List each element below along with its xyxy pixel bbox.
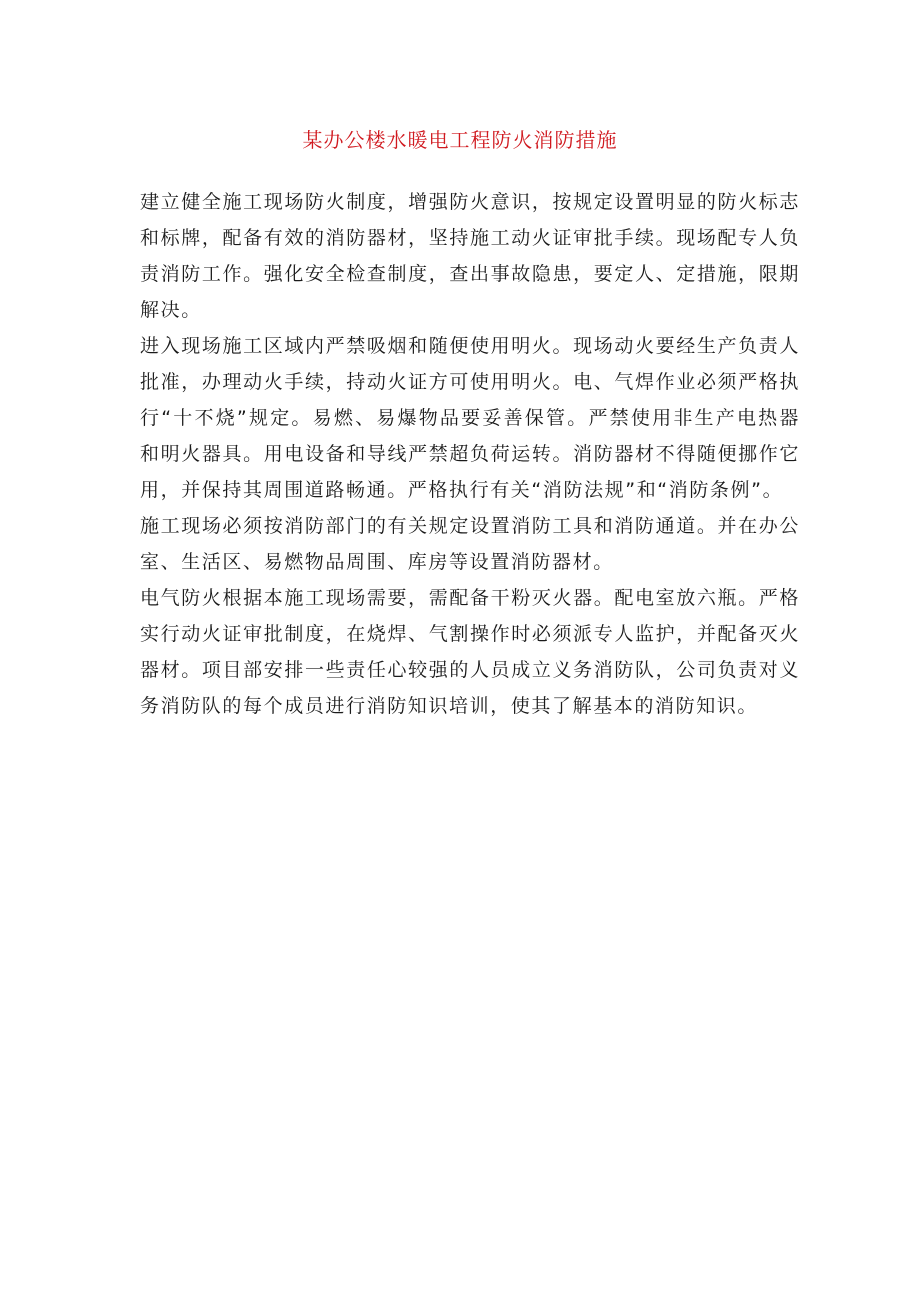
paragraph-fire-system: 建立健全施工现场防火制度，增强防火意识，按规定设置明显的防火标志和标牌，配备有效的消防器材，坚持施工动火证审批手续。现场配专人负责消防工作。强化安全检查制度，查出事故隐患，要定人、定措施，限期解决。 <box>140 191 800 321</box>
document-title: 某办公楼水暖电工程防火消防措施 <box>302 128 618 152</box>
paragraph-fire-equipment: 施工现场必须按消防部门的有关规定设置消防工具和消防通道。并在办公室、生活区、易燃物品周围、库房等设置消防器材。 <box>140 515 800 573</box>
document-body <box>140 184 800 724</box>
paragraph-electrical-fire: 电气防火根据本施工现场需要，需配备干粉灭火器。配电室放六瓶。严格实行动火证审批制度，在烧焊、气割操作时必须派专人监护，并配备灭火器材。项目部安排一些责任心较强的人员成立义务消防队，公司负责对义务消防队的每个成员进行消防知识培训，使其了解基本的消防知识。 <box>140 587 800 717</box>
paragraph-open-flame-rules: 进入现场施工区域内严禁吸烟和随便使用明火。现场动火要经生产负责人批准，办理动火手续，持动火证方可使用明火。电、气焊作业必须严格执行“十不烧”规定。易燃、易爆物品要妥善保管。严禁使用非生产电热器和明火器具。用电设备和导线严禁超负荷运转。消防器材不得随便挪作它用，并保持其周围道路畅通。严格执行有关“消防法规”和“消防条例”。 <box>140 335 800 501</box>
